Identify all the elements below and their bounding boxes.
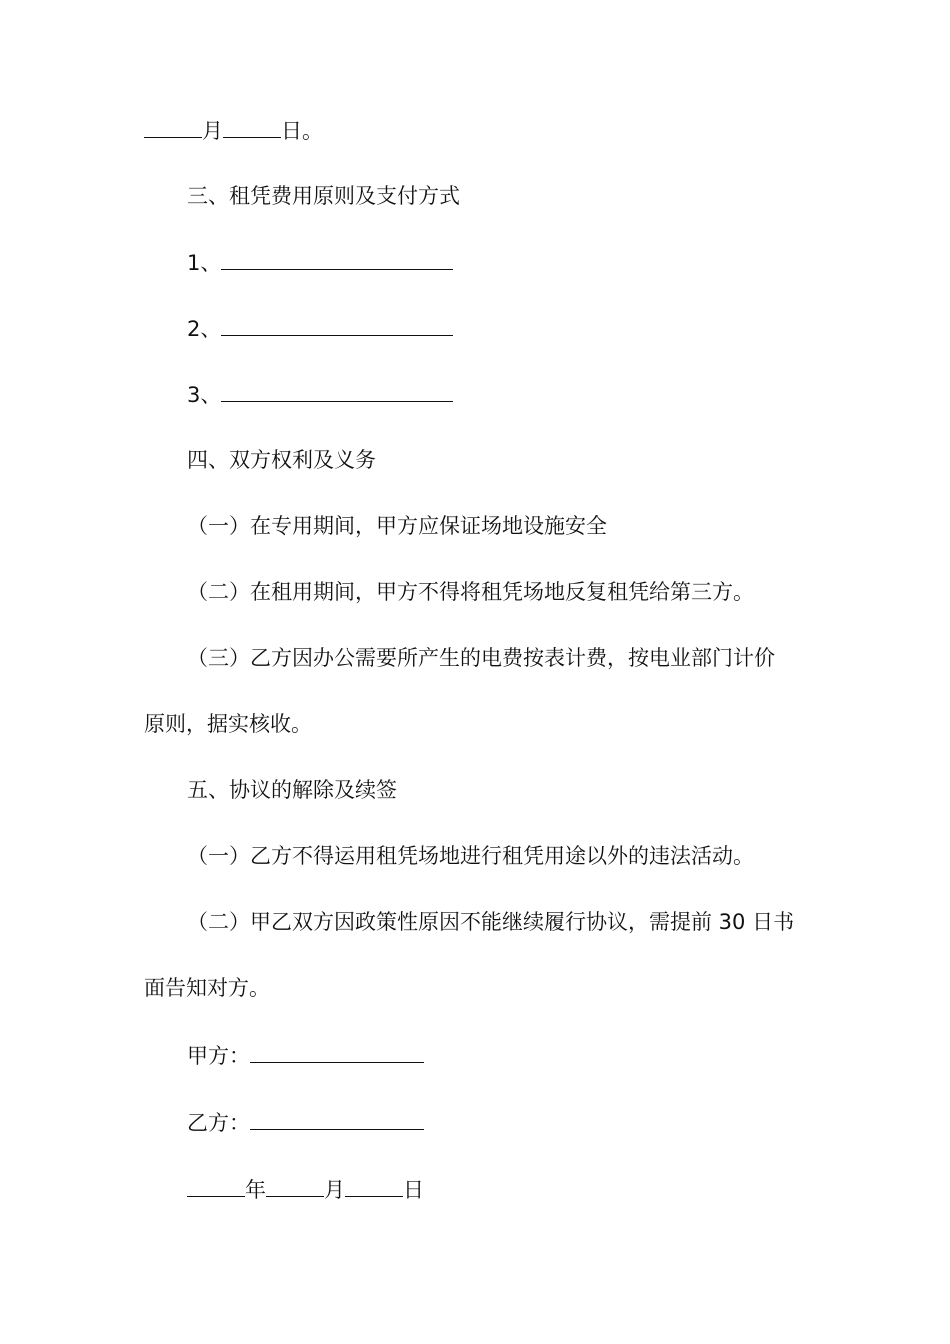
party-b-signature: [187, 1107, 424, 1138]
blank-field: [345, 1174, 403, 1197]
section-4-clause-1: （一）在专用期间，甲方应保证场地设施安全: [187, 514, 607, 538]
day-label: 日。: [281, 119, 323, 143]
section-5-clause-1: （一）乙方不得运用租凭场地进行租凭用途以外的违法活动。: [187, 844, 754, 868]
blank-field: [250, 1040, 424, 1063]
date-line-top: [144, 115, 323, 146]
month-label: 月: [324, 1178, 345, 1202]
day-label: 日: [403, 1178, 424, 1202]
section-5-clause-2: （二）甲乙双方因政策性原因不能继续履行协议，需提前 30 日书: [187, 910, 795, 934]
blank-field: [221, 313, 453, 336]
blank-field: [223, 115, 281, 138]
payment-item-3: [187, 379, 453, 410]
year-label: 年: [245, 1178, 266, 1202]
party-a-label: 甲方：: [187, 1044, 250, 1068]
blank-field: [266, 1174, 324, 1197]
blank-field: [250, 1107, 424, 1130]
section-4-clause-3-cont: 原则，据实核收。: [144, 712, 312, 736]
section-5-clause-2-cont: 面告知对方。: [144, 976, 270, 1000]
item-label: 2、: [187, 317, 222, 341]
party-a-signature: [187, 1040, 424, 1071]
item-label: 3、: [187, 383, 222, 407]
signing-date: [187, 1174, 424, 1205]
section-4-heading: 四、双方权利及义务: [187, 448, 376, 472]
section-5-heading: 五、协议的解除及续签: [187, 778, 397, 802]
payment-item-1: [187, 247, 453, 278]
blank-field: [221, 247, 453, 270]
party-b-label: 乙方：: [187, 1111, 250, 1135]
section-4-clause-2: （二）在租用期间，甲方不得将租凭场地反复租凭给第三方。: [187, 580, 754, 604]
section-4-clause-3: （三）乙方因办公需要所产生的电费按表计费，按电业部门计价: [187, 646, 775, 670]
section-3-heading: 三、租凭费用原则及支付方式: [187, 184, 460, 208]
payment-item-2: [187, 313, 453, 344]
blank-field: [144, 115, 202, 138]
month-label: 月: [202, 119, 223, 143]
blank-field: [187, 1174, 245, 1197]
item-label: 1、: [187, 251, 222, 275]
blank-field: [221, 379, 453, 402]
